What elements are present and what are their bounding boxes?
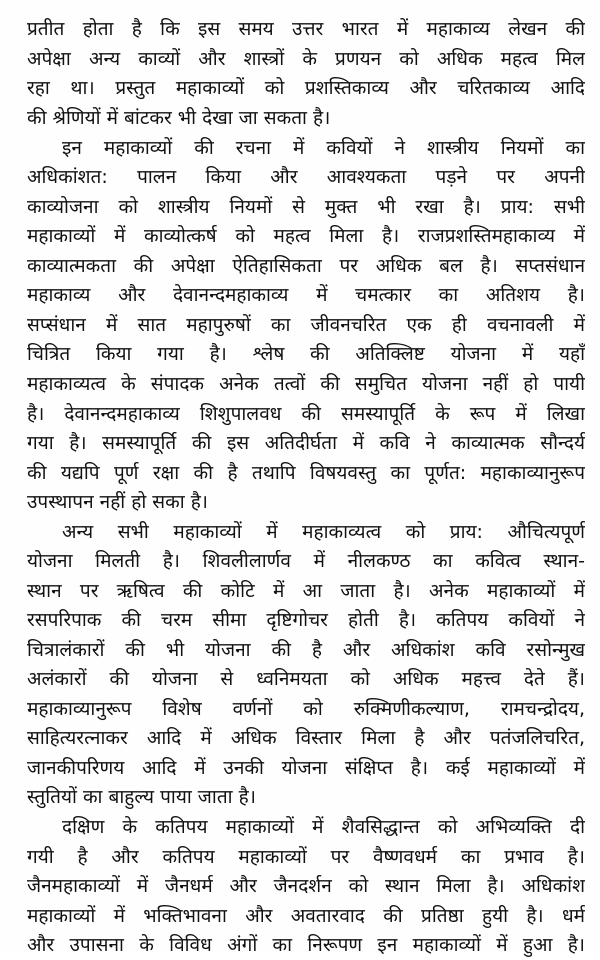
text-line: गयी है और कतिपय महाकाव्यों पर वैष्णवधर्म का प्रभाव है। [27,846,585,868]
text-line: की यद्यपि पूर्ण रक्षा की है तथापि विषयवस्तु का पूर्णत: महाकाव्यानुरूप [27,462,585,484]
text-line: साहित्यरत्नाकर आदि में अधिक विस्तार मिला है और पतंजलिचरित, [27,727,585,749]
text-line: अधिकांशत: पालन किया और आवश्यकता पड़ने पर अपनी [27,166,585,188]
text-line: उपस्थापन नहीं हो सका है। [27,491,208,513]
text-line: जानकीपरिणय आदि में उनकी योजना संक्षिप्त है। कई महाकाव्यों में [27,757,585,779]
text-line: स्तुतियों का बाहुल्य पाया जाता है। [27,786,256,808]
text-line: है। देवानन्दमहाकाव्य शिशुपालवध की समस्यापूर्ति के रूप में लिखा [27,403,585,425]
text-line: महाकाव्यानुरूप विशेष वर्णनों को रुक्मिणीकल्याण, रामचन्द्रोदय, [27,698,585,720]
text-line: दक्षिण के कतिपय महाकाव्यों में शैवसिद्धान्त को अभिव्यक्ति दी [62,816,585,838]
text-line: गया है। समस्यापूर्ति की इस अतिदीर्घता में कवि ने काव्यात्मक सौन्दर्य [27,432,585,454]
text-line: महाकाव्यत्व के संपादक अनेक तत्वों की समुचित योजना नहीं हो पायी [27,373,585,395]
text-line: स्थान पर ऋषित्व की कोटि में आ जाता है। अनेक महाकाव्यों में [27,580,585,602]
text-line: महाकाव्यों में काव्योत्कर्ष को महत्व मिला है। राजप्रशस्तिमहाकाव्य में [27,225,585,247]
text-line: जैनमहाकाव्यों में जैनधर्म और जैनदर्शन को स्थान मिला है। अधिकांश [27,875,585,897]
text-line: काव्यात्मकता की अपेक्षा ऐतिहासिकता पर अधिक बल है। सप्तसंधान [27,255,585,277]
text-line: प्रतीत होता है कि इस समय उत्तर भारत में महाकाव्य लेखन की [27,18,585,40]
text-line: चित्रित किया गया है। श्लेष की अतिक्लिष्ट योजना में यहाँ [27,343,585,365]
text-line: और उपासना के विविध अंगों का निरूपण इन महाकाव्यों में हुआ है। [27,934,585,956]
text-line: महाकाव्य और देवानन्दमहाकाव्य में चमत्कार का अतिशय है। [27,284,585,306]
text-line: की श्रेणियों में बांटकर भी देखा जा सकता है। [27,107,331,129]
text-line: महाकाव्यों में भक्तिभावना और अवतारवाद की प्रतिष्ठा हुयी है। धर्म [27,905,585,927]
text-line: सप्संधान में सात महापुरुषों का जीवनचरित एक ही वचनावली में [27,314,585,336]
text-line: रहा था। प्रस्तुत महाकाव्यों को प्रशस्तिकाव्य और चरितकाव्य आदि [27,77,585,99]
text-line: अन्य सभी महाकाव्यों में महाकाव्यत्व को प्राय: औचित्यपूर्ण [62,521,585,543]
text-line: अलंकारों की योजना से ध्वनिमयता को अधिक महत्त्व देते हैं। [27,668,585,690]
text-line: रसपरिपाक की चरम सीमा दृष्टिगोचर होती है। कतिपय कवियों ने [27,609,585,631]
text-line: योजना मिलती है। शिवलीलार्णव में नीलकण्ठ का कवित्व स्थान- [27,550,585,572]
text-line: काव्योजना को शास्त्रीय नियमों से मुक्त भी रखा है। प्राय: सभी [27,196,585,218]
text-line: इन महाकाव्यों की रचना में कवियों ने शास्त्रीय नियमों का [62,137,585,159]
text-line: अपेक्षा अन्य काव्यों और शास्त्रों के प्रणयन को अधिक महत्व मिल [27,48,585,70]
text-line: चित्रालंकारों की भी योजना की है और अधिकांश कवि रसोन्मुख [27,639,585,661]
